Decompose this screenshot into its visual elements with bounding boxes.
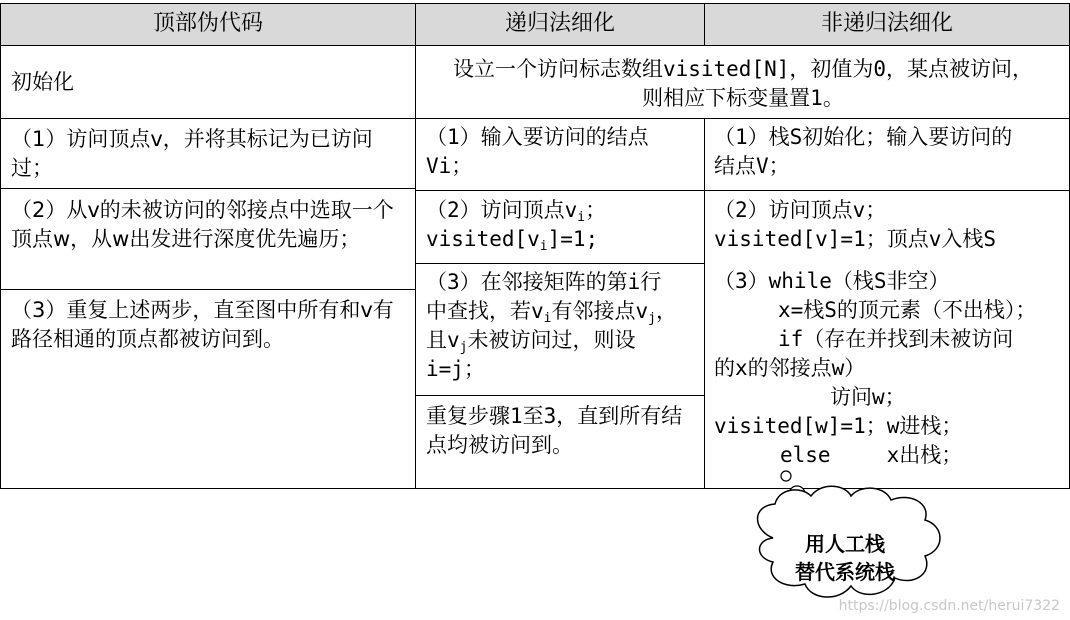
col2-step3-line4: i=j； (426, 357, 485, 381)
col1-step2: （2）从v的未被访问的邻接点中选取一个顶点w，从w出发进行深度优先遍历； (11, 198, 394, 251)
col3-step3-line5: 访问w； (830, 385, 906, 409)
grid-col1-row2-bottom (0, 188, 416, 189)
col3-step2-line1: （2）访问顶点v； (714, 198, 887, 222)
grid-left (0, 3, 1, 489)
col3-step3-line3: if（存在并找到未被访问 (778, 327, 1014, 351)
grid-col23-row2-bottom (415, 190, 1070, 191)
col2-step3-line3 (426, 326, 696, 355)
header-col1: 顶部伪代码 (1, 4, 415, 45)
visited-description (417, 55, 1069, 113)
init-cell: 初始化 (11, 70, 74, 94)
col2-repeat: 重复步骤1至3，直到所有结点均被访问到。 (426, 404, 683, 457)
grid-col2-row3-bottom (415, 263, 705, 264)
header-col2: 递归法细化 (416, 4, 704, 45)
col3-step3-line1: （3）while（栈S非空） (714, 269, 950, 293)
grid-top (0, 3, 1070, 4)
visited-description-line2: 则相应下标变量置1。 (642, 86, 844, 110)
col2-step3-text-d: 且v (426, 328, 460, 352)
grid-v1 (415, 3, 416, 489)
grid-col1-row3-bottom (0, 289, 416, 290)
col2-step3-sub-j: j (648, 311, 656, 326)
col2-step3 (418, 268, 704, 384)
col2-step1-line1: （1）输入要访问的结点 (426, 125, 649, 149)
col2-step2-line1 (426, 196, 696, 225)
col3-step1-line2: 结点V； (714, 154, 790, 178)
col3-step2 (706, 196, 1068, 254)
col3-step3-line2: x=栈S的顶元素（不出栈）； (778, 298, 1037, 322)
col2-step3-line2 (426, 297, 696, 326)
col2-step3-text-b: 有邻接点v (551, 299, 649, 323)
callout-line2: 替代系统栈 (795, 560, 895, 584)
col2-step2-visited-end: ]=1; (547, 227, 599, 251)
col3-step1-line1: （1）栈S初始化；输入要访问的 (714, 125, 1013, 149)
col2-step3-text-c: ， (655, 299, 677, 323)
col2-step2 (418, 196, 704, 254)
col2-step2-visited: visited[v (426, 227, 540, 251)
col3-step2-line2: visited[v]=1；顶点v入栈S (714, 227, 997, 251)
col2-step3-text-a: 中查找，若v (426, 299, 544, 323)
grid-v2 (704, 118, 705, 489)
visited-description-line1: 设立一个访问标志数组visited[N]，初值为0，某点被访问， (452, 57, 1034, 81)
grid-col2-row4-bottom (415, 395, 705, 396)
col3-step3-line6: visited[w]=1；w进栈； (714, 414, 963, 438)
col3-pop: x出栈； (886, 443, 963, 467)
col3-else: else (780, 443, 831, 467)
col2-step1-line2: Vi； (426, 154, 473, 178)
col3-step1 (706, 123, 1068, 181)
header-col3: 非递归法细化 (705, 4, 1069, 45)
watermark: https://blog.csdn.net/herui7322 (838, 598, 1060, 614)
grid-row1-bottom (0, 118, 1070, 119)
col2-step2-line2 (426, 225, 696, 254)
col2-step3-line1: （3）在邻接矩阵的第i行 (426, 270, 662, 294)
callout-line1: 用人工栈 (805, 532, 885, 556)
col2-step2-end: ； (585, 198, 607, 222)
col2-step2-visited-sub: i (539, 239, 548, 254)
col1-step3: （3）重复上述两步，直至图中所有和v有路径相通的顶点都被访问到。 (11, 298, 394, 351)
grid-header-bottom (0, 45, 1070, 46)
bubble-dot-small (781, 471, 791, 481)
col2-step3-sub-i: i (543, 311, 552, 326)
col3-step3 (706, 267, 1068, 470)
col2-step1 (418, 123, 704, 181)
col2-step3-sub-j2: j (459, 340, 468, 355)
col2-step3-text-e: 未被访问过，则设 (467, 328, 636, 352)
col1-step1: （1）访问顶点v，并将其标记为已访问过； (11, 127, 373, 180)
grid-v2-top (704, 3, 705, 46)
callout-text (765, 530, 925, 586)
col2-step2-sub: i (577, 210, 586, 225)
col2-step2-text: （2）访问顶点v (426, 198, 578, 222)
col3-step3-line4: 的x的邻接点w） (714, 356, 866, 380)
